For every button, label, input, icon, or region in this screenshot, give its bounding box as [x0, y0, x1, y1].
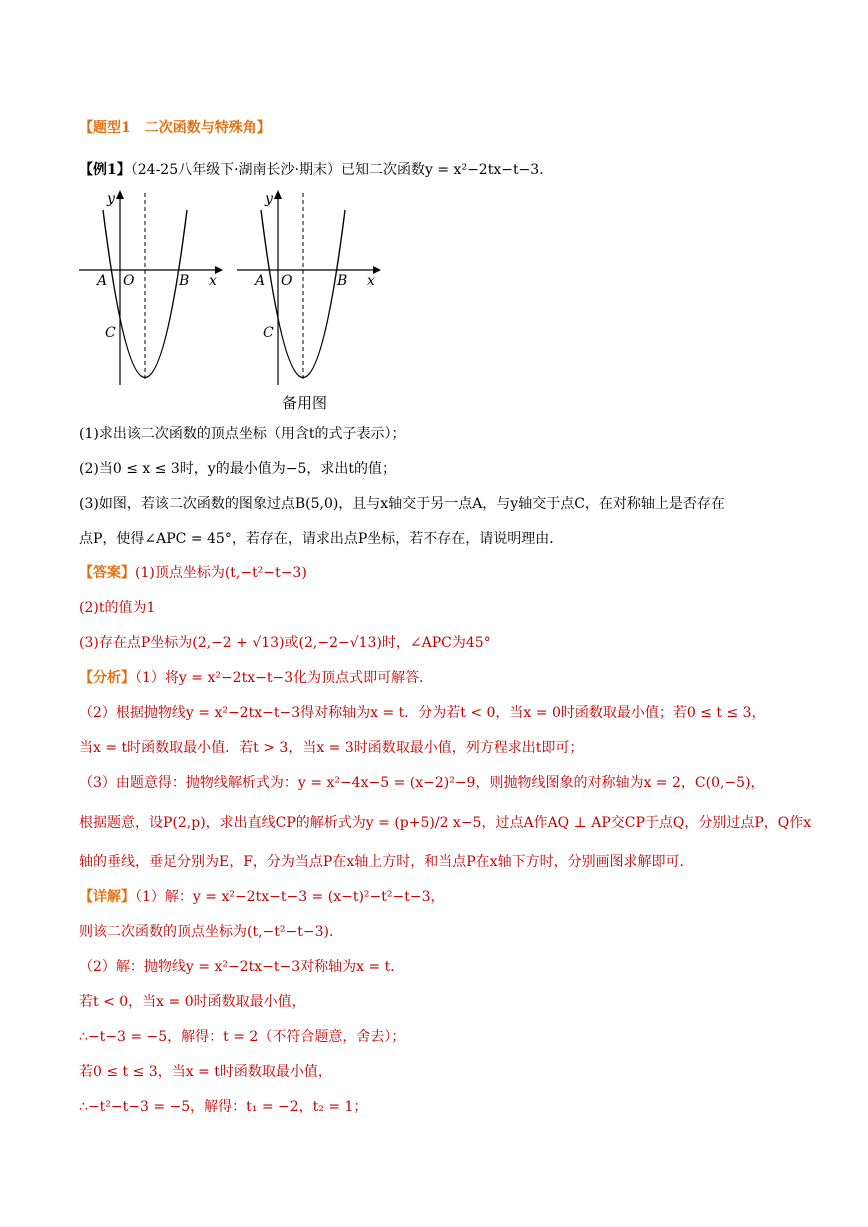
label-x: x — [209, 273, 217, 289]
analysis-text-2: （2）根据抛物线y = x²−2tx−t−3得对称轴为x = t．分为若t < 0，当x = 0时函数取最小值；若0 ≤ t ≤ 3， — [79, 705, 766, 721]
label-y: y — [107, 191, 115, 207]
figure-caption: 备用图 — [282, 394, 328, 412]
label-O: O — [281, 273, 293, 289]
solution-line-1 — [79, 887, 445, 907]
label-O: O — [123, 273, 135, 289]
answer-3: (3)存在点P坐标为(2,−2 + √13)或(2,−2−√13)时，∠APC为45° — [79, 635, 491, 651]
solution-text-1: （1）解：y = x²−2tx−t−3 = (x−t)²−t²−t−3， — [135, 889, 445, 905]
question-3-cont: 点P，使得∠APC = 45°，若存在，请求出点P坐标，若不存在，请说明理由． — [79, 531, 564, 547]
analysis-text-5: 根据题意，设P(2,p)，求出直线CP的解析式为y = (p+5)/2 x−5，过点A作AQ ⊥ AP交CP于点Q，分别过点P，Q作x — [79, 815, 812, 831]
solution-text-4: 若t < 0，当x = 0时函数取最小值， — [79, 994, 306, 1010]
label-C: C — [105, 325, 116, 341]
question-1: (1)求出该二次函数的顶点坐标（用含t的式子表示）； — [79, 426, 406, 442]
parabola-figure-main — [75, 185, 225, 390]
solution-label: 【详解】 — [79, 889, 135, 905]
label-y: y — [265, 191, 273, 207]
example-source: （24-25八年级下·湖南长沙·期末） — [130, 162, 342, 178]
question-2: (2)当0 ≤ x ≤ 3时，y的最小值为−5，求出t的值； — [79, 461, 396, 477]
solution-text-5: ∴−t−3 = −5，解得：t = 2（不符合题意，舍去）； — [79, 1029, 406, 1045]
analysis-text-6: 轴的垂线，垂足分别为E，F，分为当点P在x轴上方时，和当点P在x轴下方时，分别画图求解即可． — [79, 854, 694, 870]
solution-text-3: （2）解：抛物线y = x²−2tx−t−3对称轴为x = t． — [79, 959, 405, 975]
answer-line-1 — [79, 563, 307, 583]
solution-text-2: 则该二次函数的顶点坐标为(t,−t²−t−3)． — [79, 924, 343, 940]
question-3: (3)如图，若该二次函数的图象过点B(5,0)，且与x轴交于另一点A，与y轴交于点C，在对称轴上是否存在 — [79, 496, 725, 512]
example-header — [79, 160, 553, 180]
answer-label: 【答案】 — [79, 565, 135, 581]
analysis-text-1: （1）将y = x²−2tx−t−3化为顶点式即可解答． — [135, 670, 434, 686]
example-label: 【例1】 — [79, 162, 131, 178]
answer-1: (1)顶点坐标为(t,−t²−t−3) — [135, 565, 307, 581]
label-A: A — [97, 273, 108, 289]
section-title: 【题型1 二次函数与特殊角】 — [79, 120, 271, 136]
answer-2: (2)t的值为1 — [79, 600, 156, 616]
y-axis-arrow — [274, 190, 282, 199]
label-B: B — [179, 273, 190, 289]
analysis-line-1 — [79, 668, 433, 688]
y-axis-arrow — [116, 190, 124, 199]
parabola-figure-spare — [233, 185, 383, 390]
label-x: x — [367, 273, 375, 289]
label-A: A — [255, 273, 266, 289]
label-C: C — [263, 325, 274, 341]
label-B: B — [337, 273, 348, 289]
example-stem: 已知二次函数y = x²−2tx−t−3． — [341, 162, 554, 178]
solution-text-6: 若0 ≤ t ≤ 3，当x = t时函数取最小值， — [79, 1064, 332, 1080]
solution-text-7: ∴−t²−t−3 = −5，解得：t₁ = −2，t₂ = 1； — [79, 1099, 368, 1115]
analysis-text-4: （3）由题意得：抛物线解析式为：y = x²−4x−5 = (x−2)²−9，则抛物线图象的对称轴为x = 2，C(0,−5)， — [79, 775, 765, 791]
analysis-label: 【分析】 — [79, 670, 135, 686]
analysis-text-3: 当x = t时函数取最小值．若t > 3，当x = 3时函数取最小值，列方程求出t即可； — [79, 740, 584, 756]
